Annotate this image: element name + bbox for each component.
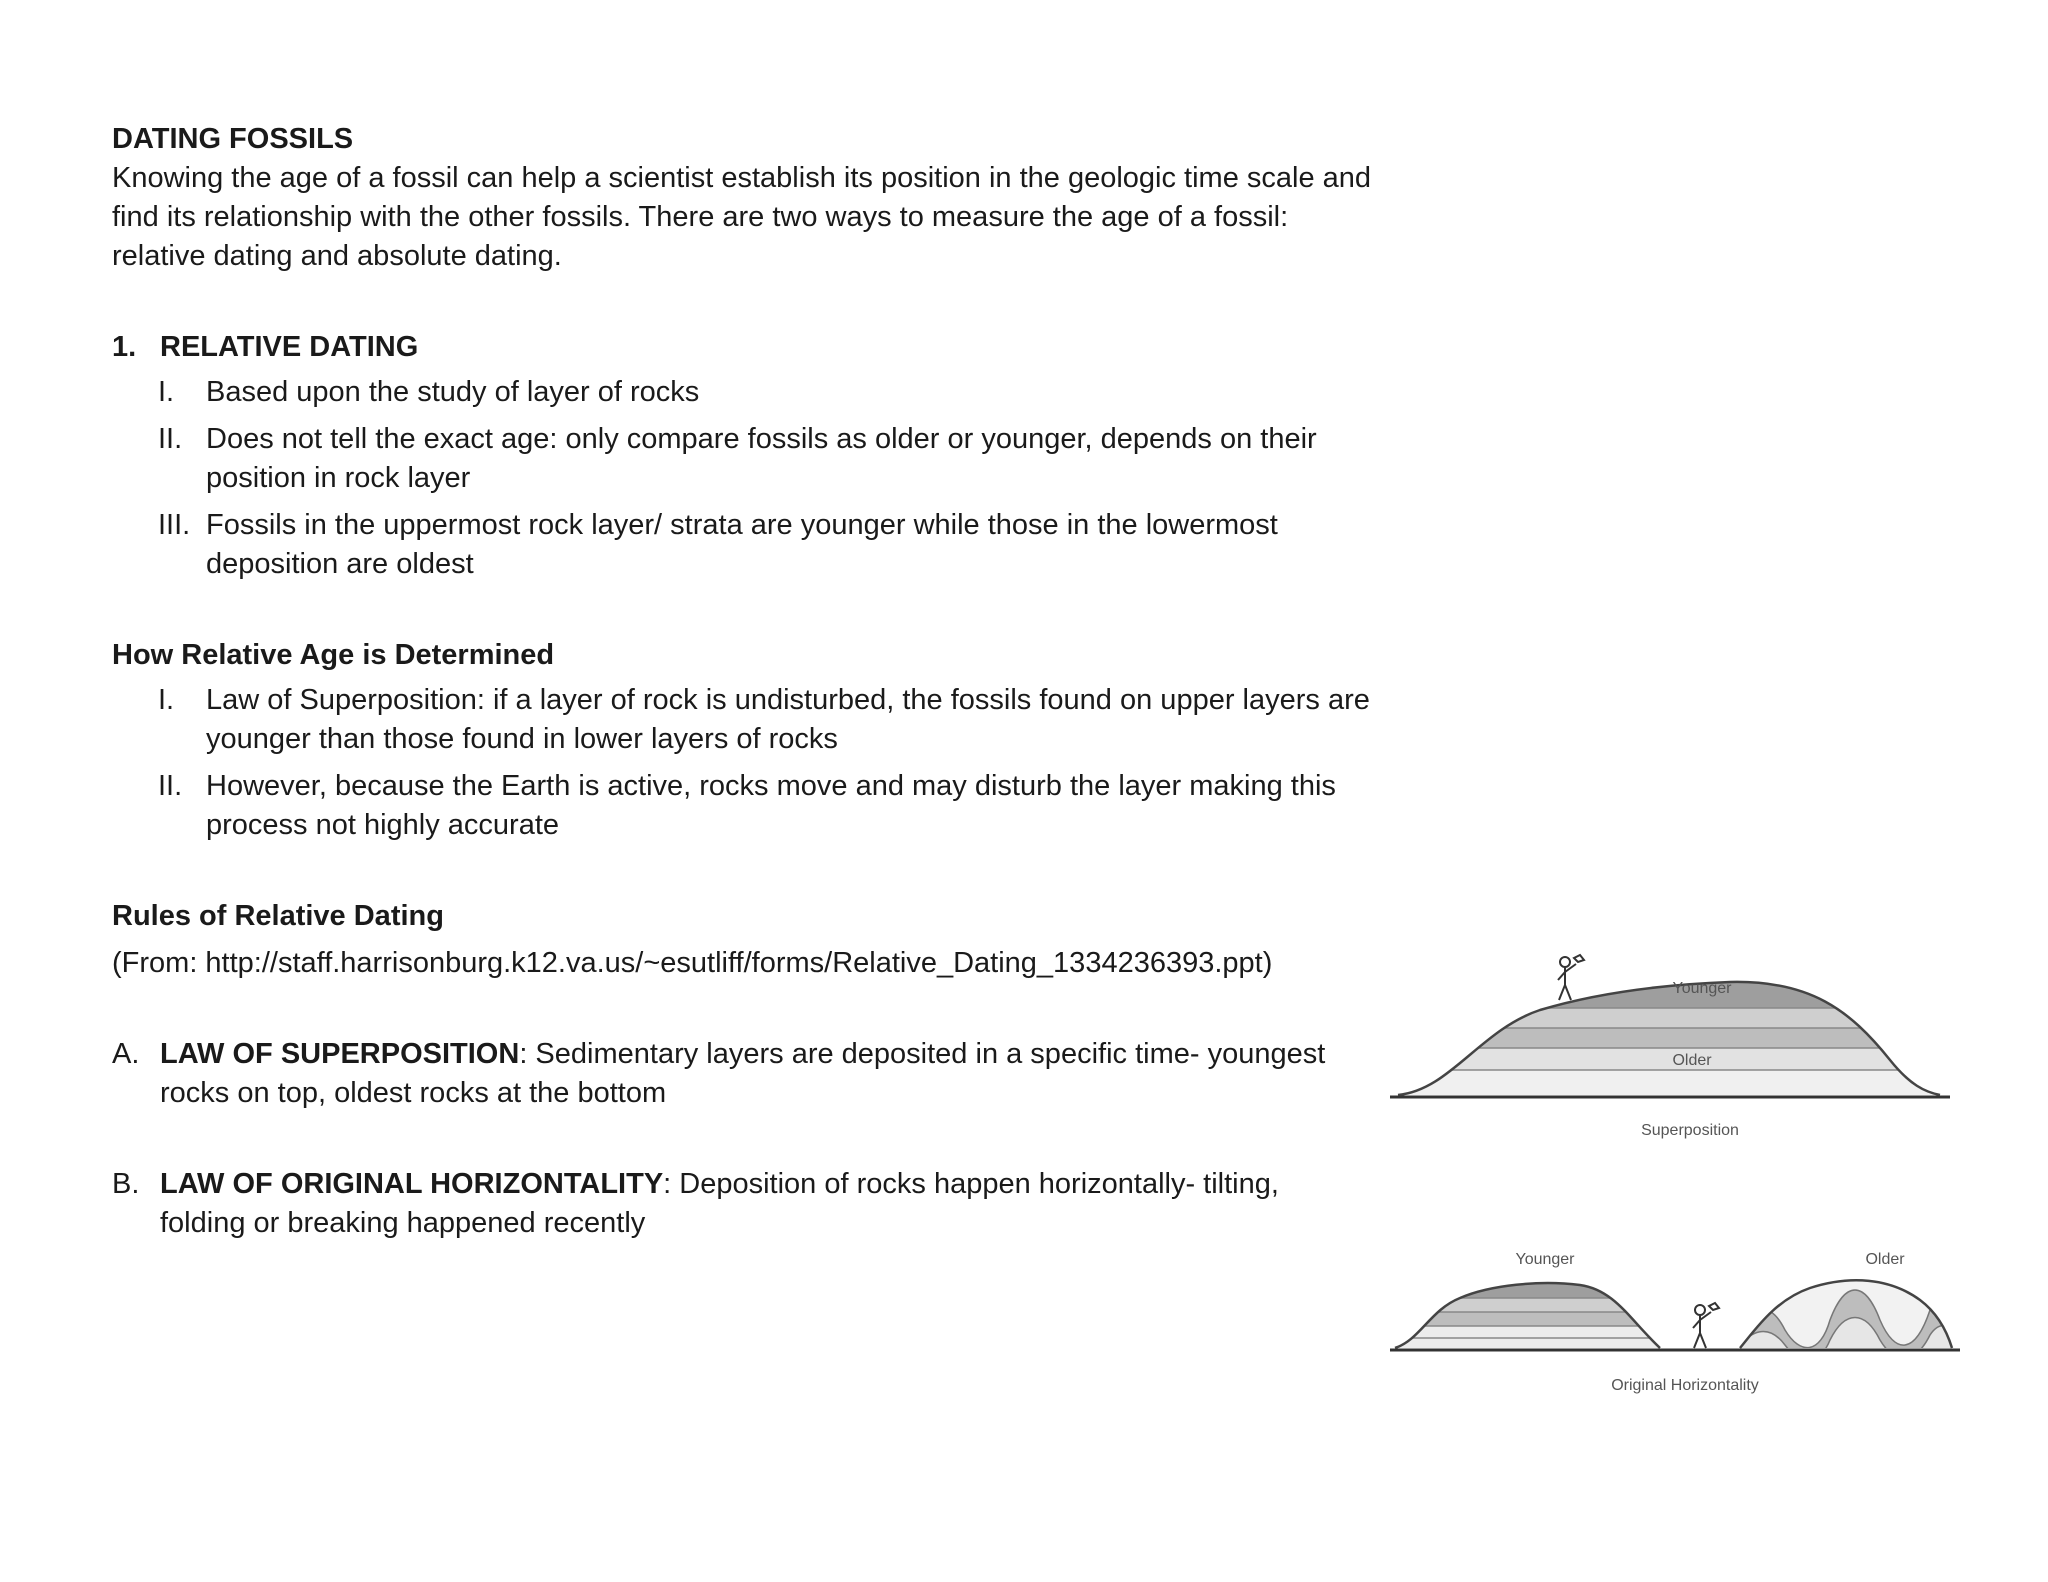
list-numeral: II. — [158, 770, 183, 802]
law-text — [160, 1035, 1372, 1113]
rock-layers — [1390, 950, 1950, 1100]
list-item — [112, 506, 1372, 584]
list-text: Fossils in the uppermost rock layer/ strata are younger while those in the lowermost deposition are oldest — [206, 509, 1278, 580]
list-numeral: I. — [158, 376, 175, 408]
list-item — [112, 373, 1372, 412]
list-item — [112, 767, 1372, 845]
list-item — [112, 681, 1372, 759]
law-superposition — [112, 1035, 1372, 1113]
rules-heading: Rules of Relative Dating — [112, 900, 444, 932]
layer-young — [1390, 950, 1950, 1008]
list-text: Law of Superposition: if a layer of rock is undisturbed, the fossils found on upper layers are younger than those found in lower layers of rocks — [206, 684, 1370, 755]
older-label: Older — [1672, 1052, 1712, 1069]
superposition-diagram — [1390, 950, 1950, 1150]
younger-label: Younger — [1672, 980, 1732, 997]
law-description: : Deposition of rocks happen horizontally- tilting, folding or breaking happened recently — [160, 1168, 1279, 1239]
list-numeral: I. — [158, 684, 175, 716]
law-description: : Sedimentary layers are deposited in a specific time- youngest rocks on top, oldest rocks at the bottom — [160, 1038, 1326, 1109]
horizontality-figure — [1390, 1240, 1960, 1410]
how-heading: How Relative Age is Determined — [112, 639, 555, 671]
relative-dating-list — [112, 373, 1372, 584]
list-item — [112, 420, 1372, 498]
superposition-figure — [1390, 950, 1950, 1150]
list-text: However, because the Earth is active, rocks move and may disturb the layer making this process not highly accurate — [206, 770, 1336, 841]
law-letter: B. — [112, 1168, 140, 1200]
layer — [1390, 1028, 1950, 1048]
page-title: DATING FOSSILS — [112, 123, 354, 155]
layer — [1390, 1008, 1950, 1028]
document-body — [112, 120, 1372, 1243]
figure-caption: Original Horizontality — [1611, 1377, 1759, 1394]
list-text: Based upon the study of layer of rocks — [206, 376, 700, 408]
figure-caption: Superposition — [1641, 1122, 1739, 1139]
law-name: LAW OF ORIGINAL HORIZONTALITY — [160, 1168, 664, 1200]
geologist-icon — [1558, 955, 1584, 1000]
intro-paragraph: Knowing the age of a fossil can help a scientist establish its position in the geologic time scale and find its relationship with the other fossils. There are two ways to measure the age of a fossil: relative dating and absolute dating. — [112, 162, 1372, 272]
law-name: LAW OF SUPERPOSITION — [160, 1038, 520, 1070]
section-heading: RELATIVE DATING — [160, 331, 419, 363]
section-relative-dating — [112, 328, 1372, 367]
law-letter: A. — [112, 1038, 140, 1070]
geologist-icon — [1693, 1303, 1719, 1348]
law-text — [160, 1165, 1372, 1243]
source-citation: (From: http://staff.harrisonburg.k12.va.us/~esutliff/forms/Relative_Dating_1334236393.ppt) — [112, 947, 1273, 979]
older-label: Older — [1865, 1251, 1905, 1268]
list-numeral: II. — [158, 423, 183, 455]
horizontality-diagram — [1390, 1240, 1960, 1410]
how-list — [112, 681, 1372, 845]
list-numeral: III. — [158, 509, 191, 541]
list-text: Does not tell the exact age: only compare fossils as older or younger, depends on their position in rock layer — [206, 423, 1317, 494]
law-original-horizontality — [112, 1165, 1372, 1243]
section-number: 1. — [112, 331, 137, 363]
younger-label: Younger — [1515, 1251, 1575, 1268]
